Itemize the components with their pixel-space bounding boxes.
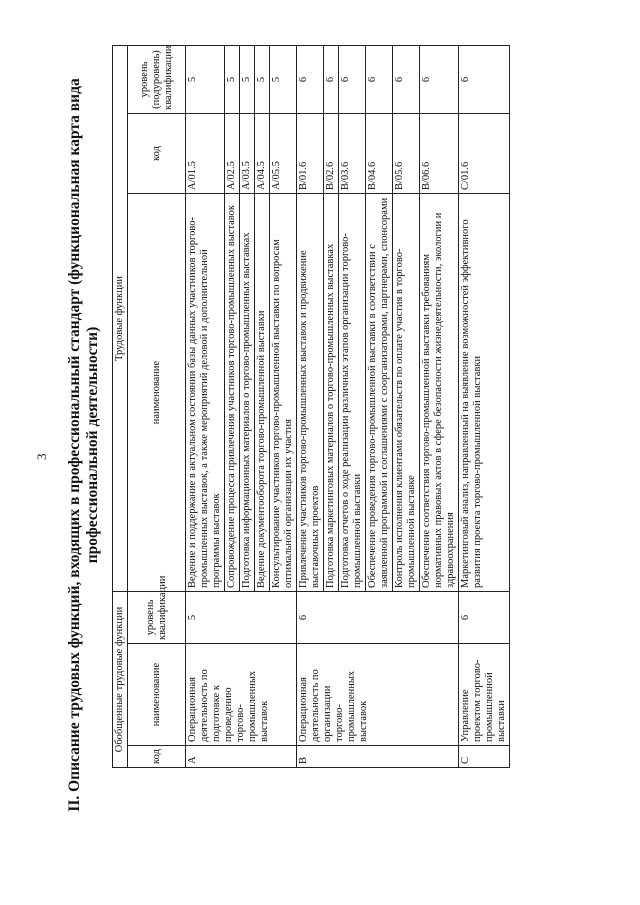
header-generalized: Обобщенные трудовые функции bbox=[113, 592, 128, 768]
header-tf-name: наименование bbox=[128, 194, 186, 592]
function-level: 6 bbox=[393, 45, 420, 113]
function-name: Обеспечение соответствия торгово-промышленной выставки требованиям нормативных правовых актов в сфере безопасности жизнедеятельности, экологии и здравоохранения bbox=[420, 194, 459, 592]
function-code: A/05.5 bbox=[270, 114, 297, 194]
header-name: наименование bbox=[128, 644, 186, 746]
function-code: B/04.6 bbox=[366, 114, 393, 194]
function-level: 6 bbox=[339, 45, 366, 113]
table-row bbox=[186, 45, 225, 767]
group-level: 6 bbox=[459, 592, 510, 644]
function-level: 6 bbox=[366, 45, 393, 113]
table-row bbox=[297, 45, 324, 767]
function-name: Консультирование участников торгово-промышленной выставки по вопросам оптимальной организации их участия bbox=[270, 194, 297, 592]
group-level: 6 bbox=[297, 592, 459, 644]
function-name: Подготовка маркетинговых материалов о торгово-промышленных выставках bbox=[324, 194, 339, 592]
table-row bbox=[459, 45, 510, 767]
header-tf-code: код bbox=[128, 114, 186, 194]
function-code: B/05.6 bbox=[393, 114, 420, 194]
function-code: A/03.5 bbox=[240, 114, 255, 194]
function-code: A/01.5 bbox=[186, 114, 225, 194]
group-code: A bbox=[186, 746, 297, 768]
function-level: 6 bbox=[297, 45, 324, 113]
header-level: уровень квалификации bbox=[128, 592, 186, 644]
function-name: Подготовка отчетов о ходе реализации различных этапов организации торгово-промышленной выставки bbox=[339, 194, 366, 592]
function-code: B/06.6 bbox=[420, 114, 459, 194]
header-tf-level: уровень (подуровень) квалификации bbox=[128, 45, 186, 113]
function-level: 5 bbox=[240, 45, 255, 113]
function-code: B/03.6 bbox=[339, 114, 366, 194]
group-code: B bbox=[297, 746, 459, 768]
header-labor: Трудовые функции bbox=[113, 45, 128, 591]
group-code: C bbox=[459, 746, 510, 768]
function-name: Ведение и поддержание в актуальном состоянии базы данных участников торгово-промышленных выставок, а также мероприятий деловой и дополнительной программы выставок bbox=[186, 194, 225, 592]
function-name: Контроль исполнения клиентами обязательств по оплате участия в торгово-промышленной выставке bbox=[393, 194, 420, 592]
group-name: Операционная деятельность по организации торгово-промышленных выставок bbox=[297, 644, 459, 746]
function-level: 5 bbox=[225, 45, 240, 113]
function-level: 5 bbox=[270, 45, 297, 113]
section-title bbox=[66, 45, 102, 845]
function-name: Обеспечение проведения торгово-промышленной выставки в соответствии с заявленной программой и соглашениями с соорганизаторами, партнерами, спонсорами bbox=[366, 194, 393, 592]
function-level: 6 bbox=[459, 45, 510, 113]
function-name: Сопровождение процесса привлечения участников торгово-промышленных выставок bbox=[225, 194, 240, 592]
function-name: Маркетинговый анализ, направленный на выявление возможностей эффективного развития проекта торгово-промышленной выставки bbox=[459, 194, 510, 592]
header-row-top bbox=[113, 45, 128, 767]
function-code: A/04.5 bbox=[255, 114, 270, 194]
table-body bbox=[186, 45, 510, 767]
function-level: 5 bbox=[255, 45, 270, 113]
function-name: Ведение документооборота торгово-промышленной выставки bbox=[255, 194, 270, 592]
group-name: Управление проектом торгово-промышленной выставки bbox=[459, 644, 510, 746]
header-code: код bbox=[128, 746, 186, 768]
function-code: A/02.5 bbox=[225, 114, 240, 194]
function-level: 5 bbox=[186, 45, 225, 113]
function-level: 6 bbox=[420, 45, 459, 113]
function-code: B/01.6 bbox=[297, 114, 324, 194]
functional-map-table bbox=[112, 45, 510, 768]
group-name: Операционная деятельность по подготовке к проведению торгово-промышленных выставок bbox=[186, 644, 297, 746]
section-title-line2: профессиональной деятельности) bbox=[84, 326, 101, 564]
page-number: 3 bbox=[34, 453, 49, 460]
function-name: Привлечение участников торгово-промышленных выставок и продвижение выставочных проектов bbox=[297, 194, 324, 592]
function-level: 6 bbox=[324, 45, 339, 113]
function-code: C/01.6 bbox=[459, 114, 510, 194]
group-level: 5 bbox=[186, 592, 297, 644]
function-code: B/02.6 bbox=[324, 114, 339, 194]
header-row-bottom bbox=[128, 45, 186, 767]
function-name: Подготовка информационных материалов о торгово-промышленных выставках bbox=[240, 194, 255, 592]
section-title-line1: II. Описание трудовых функций, входящих в профессиональный стандарт (функциональная карта вида bbox=[66, 78, 83, 812]
